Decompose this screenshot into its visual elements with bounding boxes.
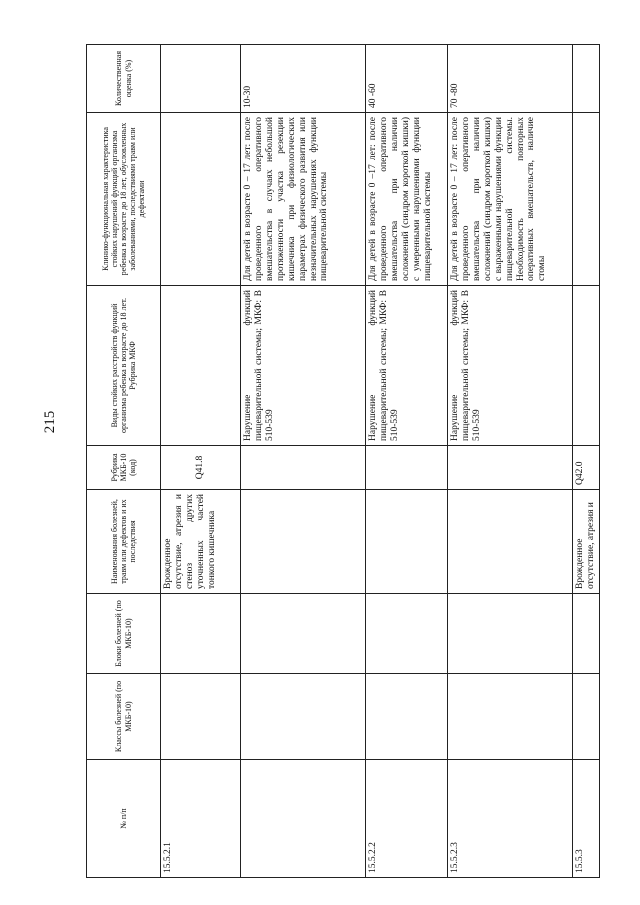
header-classes: Классы болезней (по МКБ-10) [87,674,161,760]
rotated-table-container [86,45,596,878]
table-row [241,45,366,878]
table-row [366,45,448,878]
row-clinical: Для детей в возрасте 0 –17 лет: после проведенного оперативного вмешательства при наличии осложнений (синдром короткой кишки) с умеренными нарушениями функции пищеварительной системы [366,113,448,286]
row-block [241,594,366,674]
row-num: 15.5.2.3 [448,760,573,878]
row-class [161,674,241,760]
row-code: Q42.0 [573,446,600,490]
row-score [573,45,600,113]
row-code [241,446,366,490]
header-row [87,45,161,878]
row-score [161,45,241,113]
row-code [366,446,448,490]
header-blocks: Блоки болезней (по МКБ-10) [87,594,161,674]
row-clinical: Для детей в возрасте 0 – 17 лет: после проведенного оперативного вмешательства в случаях небольшой протяженности участка резекции кишечника при физиологических параметрах физического развития или незначительных нарушениях функции пищеварительной системы [241,113,366,286]
row-score: 10-30 [241,45,366,113]
header-rubric: Рубрика МКБ-10 (код) [87,446,161,490]
row-class [366,674,448,760]
row-block [448,594,573,674]
row-types: Нарушение функций пищеварительной системы; МКФ: В 510-539 [241,286,366,446]
row-disease-name [241,490,366,594]
row-class [241,674,366,760]
row-class [573,674,600,760]
row-disease-name [448,490,573,594]
row-block [366,594,448,674]
row-code [448,446,573,490]
row-types: Нарушение функций пищеварительной системы; МКФ: В 510-539 [366,286,448,446]
row-num: 15.5.2.1 [161,760,241,878]
header-clinical: Клинико-функциональная характеристика стойких нарушений функций организма ребенка в возрасте до 18 лет, обусловленных заболеваниями, последствиями травм или дефектами [87,113,161,286]
row-num: 15.5.2.2 [366,760,448,878]
header-score: Количественная оценка (%) [87,45,161,113]
disability-criteria-table [86,44,600,878]
row-types [573,286,600,446]
row-score: 70 -80 [448,45,573,113]
page-number: 215 [42,410,58,434]
row-types [161,286,241,446]
table-row [448,45,573,878]
header-names: Наименования болезней, травм или дефектов и их последствия [87,490,161,594]
header-num: № п/п [87,760,161,878]
row-num: 15.5.3 [573,760,600,878]
row-block [161,594,241,674]
row-block [573,594,600,674]
row-clinical [573,113,600,286]
row-clinical: Для детей в возрасте 0 – 17 лет: после проведенного оперативного вмешательства при наличии осложнений (синдром короткой кишки) с выраженными нарушениями функции пищеварительной системы. Необходимость повторных оперативных вмешательств, наличие стомы [448,113,573,286]
table-row [573,45,600,878]
row-disease-name: Врожденное отсутствие, атрезия и [573,490,600,594]
row-disease-name: Врожденное отсутствие, атрезия и стеноз других уточненных частей тонкого кишечника [161,490,241,594]
row-score: 40 -60 [366,45,448,113]
header-types: Виды стойких расстройств функций организма ребенка в возрасте до 18 лет. Рубрика МКФ [87,286,161,446]
row-num [241,760,366,878]
row-class [448,674,573,760]
row-code: Q41.8 [161,446,241,490]
row-types: Нарушение функций пищеварительной системы; МКФ: В 510-539 [448,286,573,446]
row-disease-name [366,490,448,594]
table-row [161,45,241,878]
row-clinical [161,113,241,286]
